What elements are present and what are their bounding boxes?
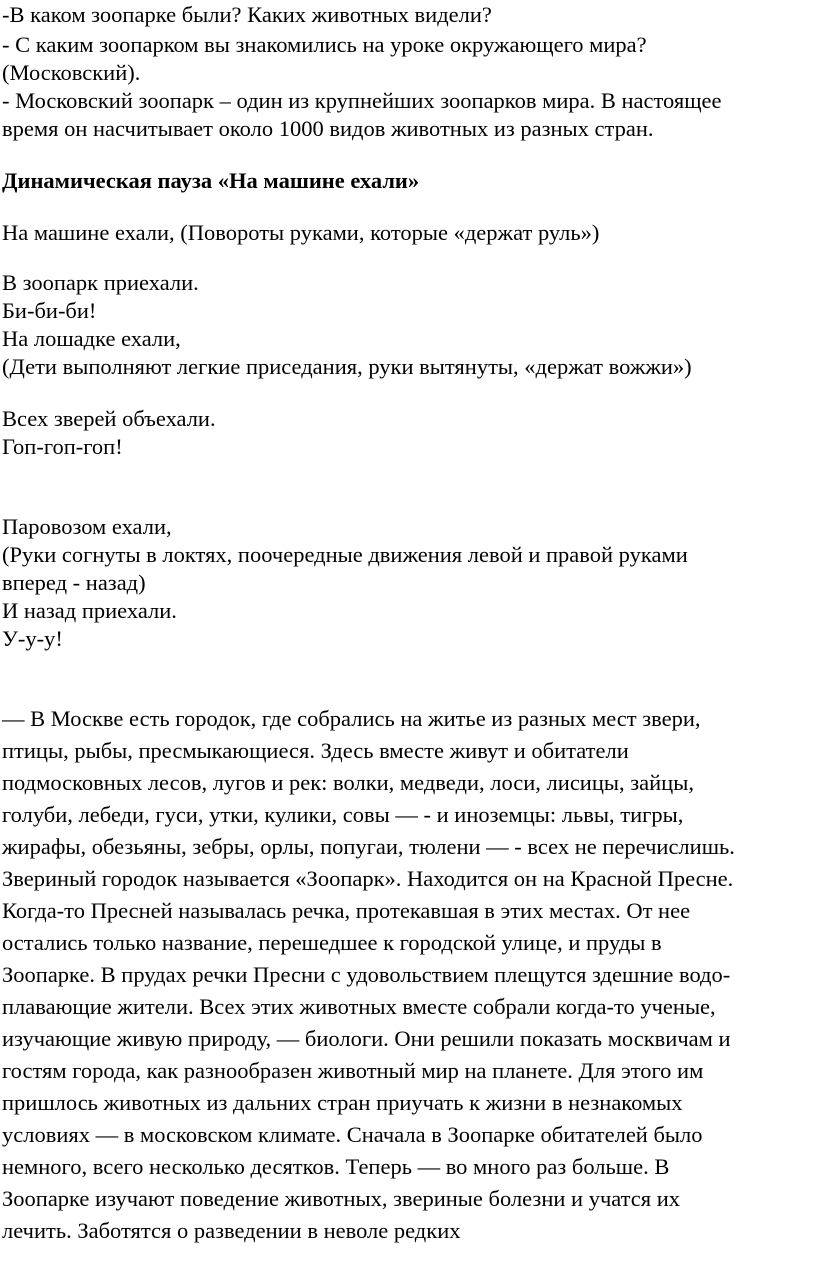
pause-line: Би-би-би! [2,298,97,323]
intro-line: (Московский). [2,60,141,85]
story-line: Зоопарке. В прудах речки Пресни с удовольствием плещутся здешние водо- [2,962,731,987]
story-line: изучающие живую природу, — биологи. Они решили показать москвичам и [2,1026,731,1051]
intro-line: -В каком зоопарке были? Каких животных видели? [2,2,492,27]
story-line: птицы, рыбы, пресмыкающиеся. Здесь вместе живут и обитатели [2,738,629,763]
story-line: лечить. Заботятся о разведении в неволе редких [2,1218,461,1243]
story-line: Звериный городок называется «Зоопарк». Находится он на Красной Пресне. [2,866,734,891]
story-line: подмосковных лесов, лугов и рек: волки, медведи, лоси, лисицы, зайцы, [2,770,694,795]
intro-line: - С каким зоопарком вы знакомились на уроке окружающего мира? [2,32,647,57]
story-line: немного, всего несколько десятков. Теперь — во много раз больше. В [2,1154,670,1179]
pause-line: Всех зверей объехали. [2,406,216,431]
story-line: остались только название, перешедшее к городской улице, и пруды в [2,930,662,955]
pause-line: У-у-у! [2,626,63,651]
pause-line: И назад приехали. [2,598,177,623]
pause-line: вперед - назад) [2,570,146,595]
pause-line: На лошадке ехали, [2,326,181,351]
pause-line: На машине ехали, (Повороты руками, которые «держат руль») [2,220,600,245]
pause-line: В зоопарк приехали. [2,270,199,295]
story-line: голуби, лебеди, гуси, утки, кулики, совы — - и иноземцы: львы, тигры, [2,802,684,827]
story-line: плавающие жители. Всех этих животных вместе собрали когда-то ученые, [2,994,716,1019]
story-line: — В Москве есть городок, где собрались на житье из разных мест звери, [2,706,701,731]
section-heading: Динамическая пауза «На машине ехали» [2,168,420,193]
story-line: жирафы, обезьяны, зебры, орлы, попугаи, тюлени — - всех не перечислишь. [2,834,735,859]
story-line: Когда-то Пресней называлась речка, протекавшая в этих местах. От нее [2,898,691,923]
story-line: гостям города, как разнообразен животный мир на планете. Для этого им [2,1058,704,1083]
intro-line: - Московский зоопарк – один из крупнейших зоопарков мира. В настоящее [2,88,722,113]
story-line: Зоопарке изучают поведение животных, звериные болезни и учатся их [2,1186,681,1211]
story-line: пришлось животных из дальних стран приучать к жизни в незнакомых [2,1090,683,1115]
story-line: условиях — в московском климате. Сначала в Зоопарке обитателей было [2,1122,703,1147]
pause-line: Паровозом ехали, [2,514,172,539]
pause-line: (Руки согнуты в локтях, поочередные движения левой и правой руками [2,542,688,567]
pause-line: (Дети выполняют легкие приседания, руки вытянуты, «держат вожжи») [2,354,692,379]
intro-line: время он насчитывает около 1000 видов животных из разных стран. [2,116,654,141]
pause-line: Гоп-гоп-гоп! [2,434,123,459]
